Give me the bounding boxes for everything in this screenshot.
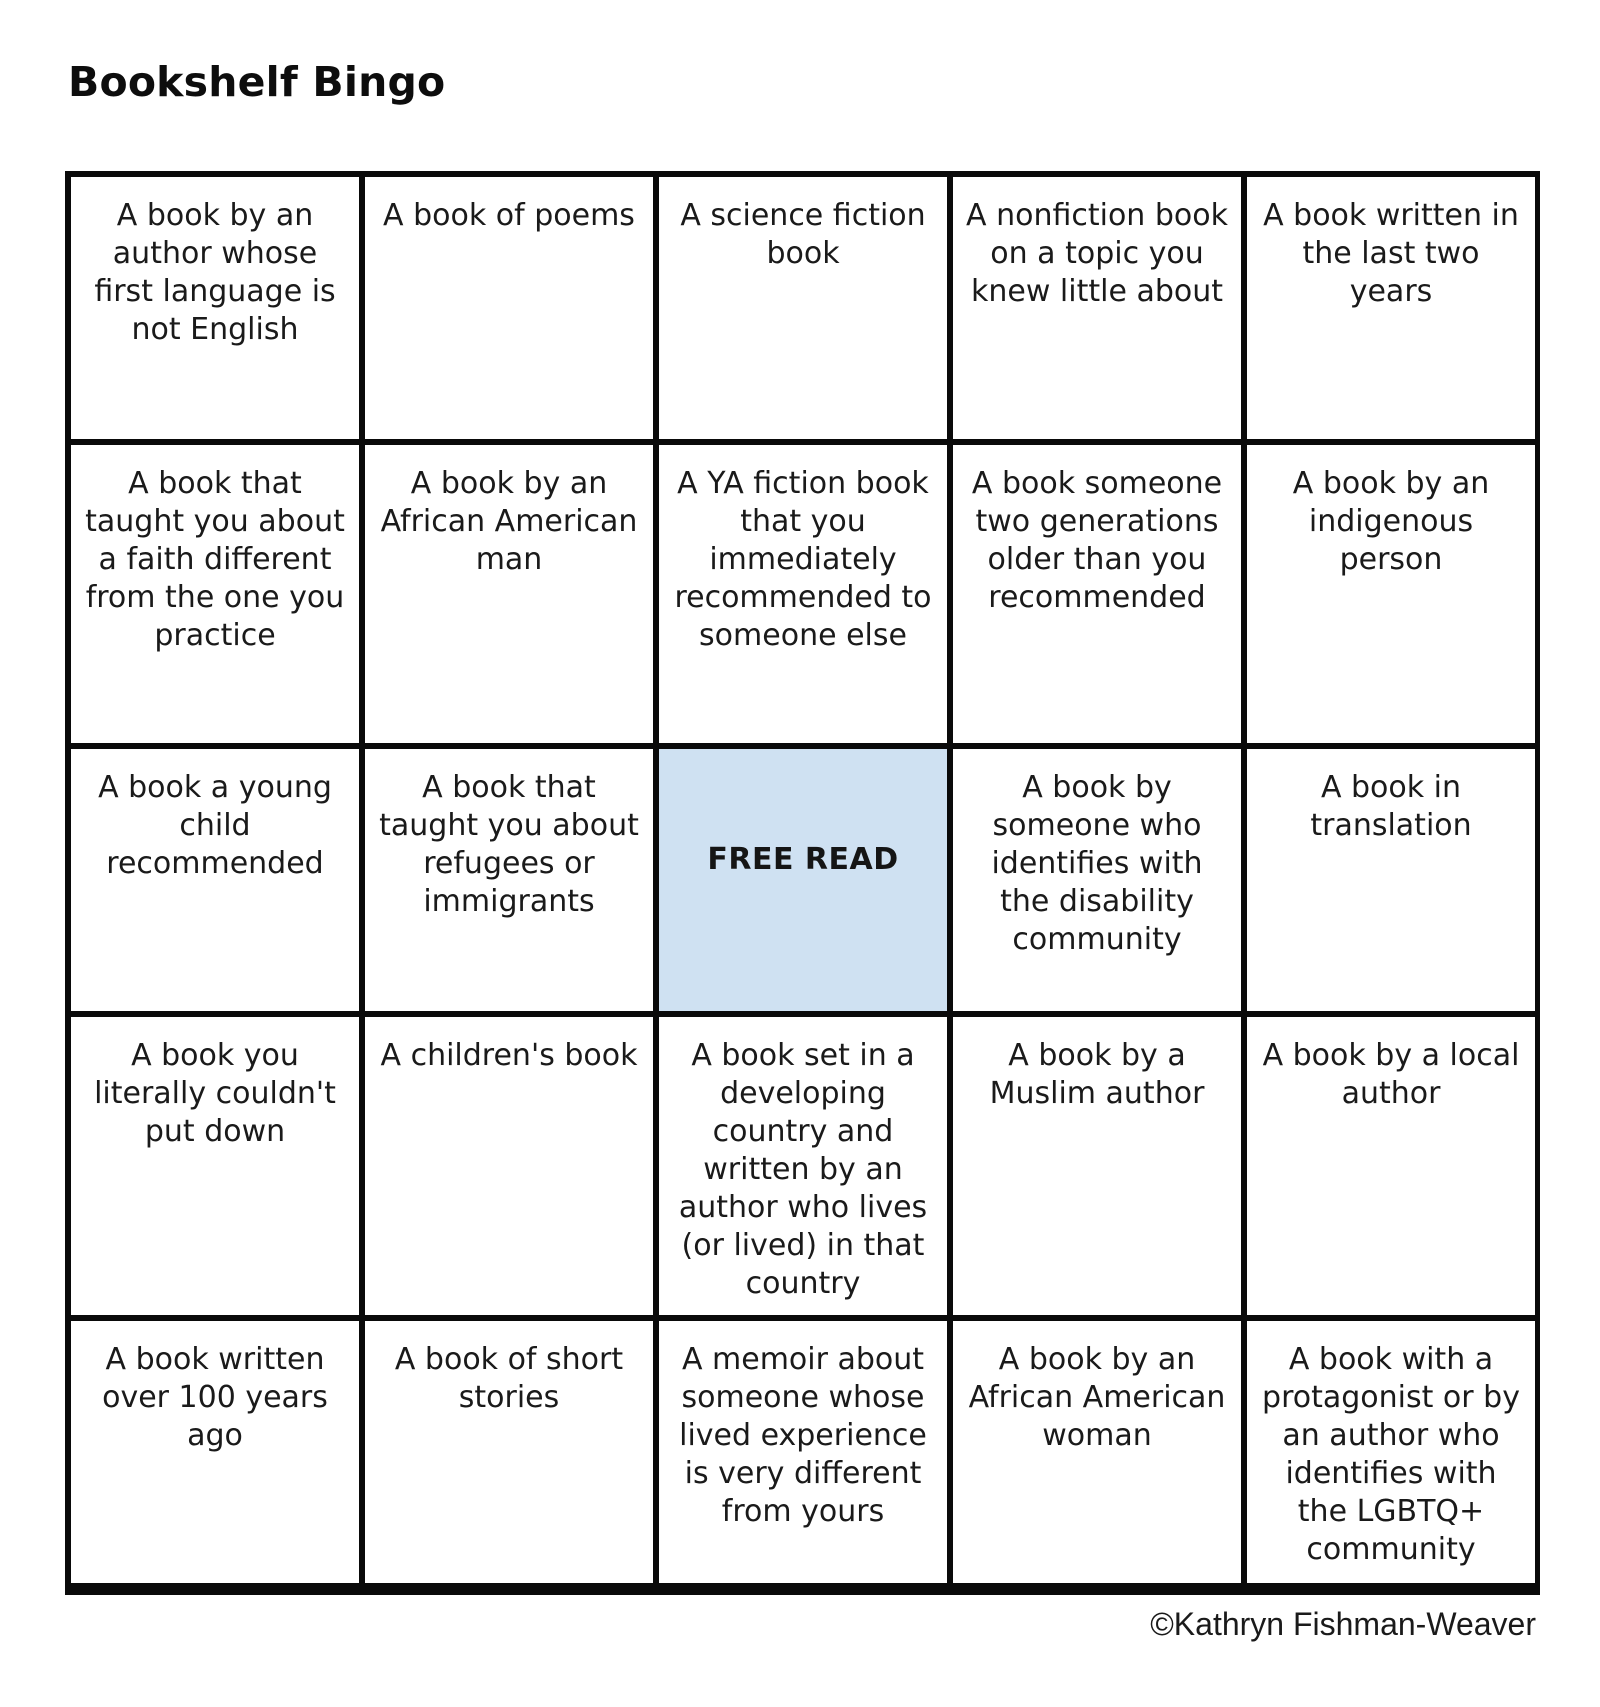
bingo-cell[interactable]: A book you literally couldn't put down	[71, 1017, 359, 1315]
bingo-cell[interactable]: A book set in a developing country and written by an author who lives (or lived) in that country	[659, 1017, 947, 1315]
bingo-cell[interactable]: A book by a Muslim author	[953, 1017, 1241, 1315]
bingo-cell[interactable]: A book written in the last two years	[1247, 177, 1535, 439]
bingo-cell[interactable]: A book by an indigenous person	[1247, 445, 1535, 743]
free-read-cell[interactable]: FREE READ	[659, 749, 947, 1011]
bingo-cell[interactable]: A book that taught you about a faith different from the one you practice	[71, 445, 359, 743]
bingo-cell[interactable]: A book a young child recommended	[71, 749, 359, 1011]
bingo-cell[interactable]: A book of poems	[365, 177, 653, 439]
bingo-cell[interactable]: A book by an African American man	[365, 445, 653, 743]
bingo-cell[interactable]: A YA fiction book that you immediately recommended to someone else	[659, 445, 947, 743]
bingo-cell[interactable]: A memoir about someone whose lived experience is very different from yours	[659, 1321, 947, 1583]
page-title: Bookshelf Bingo	[68, 58, 446, 106]
bingo-cell[interactable]: A book in translation	[1247, 749, 1535, 1011]
bingo-cell[interactable]: A book by a local author	[1247, 1017, 1535, 1315]
copyright-notice: ©Kathryn Fishman-Weaver	[1150, 1606, 1536, 1642]
bingo-cell[interactable]: A children's book	[365, 1017, 653, 1315]
bingo-cell[interactable]: A book that taught you about refugees or immigrants	[365, 749, 653, 1011]
bingo-board	[65, 171, 1540, 1595]
bingo-cell[interactable]: A book by an African American woman	[953, 1321, 1241, 1583]
bingo-cell[interactable]: A book by an author whose first language is not English	[71, 177, 359, 439]
bingo-cell[interactable]: A book by someone who identifies with the disability community	[953, 749, 1241, 1011]
bingo-cell[interactable]: A science fiction book	[659, 177, 947, 439]
bingo-cell[interactable]: A book written over 100 years ago	[71, 1321, 359, 1583]
bingo-cell[interactable]: A nonfiction book on a topic you knew little about	[953, 177, 1241, 439]
bingo-cell[interactable]: A book of short stories	[365, 1321, 653, 1583]
bingo-cell[interactable]: A book with a protagonist or by an author who identifies with the LGBTQ+ community	[1247, 1321, 1535, 1583]
bingo-cell[interactable]: A book someone two generations older than you recommended	[953, 445, 1241, 743]
